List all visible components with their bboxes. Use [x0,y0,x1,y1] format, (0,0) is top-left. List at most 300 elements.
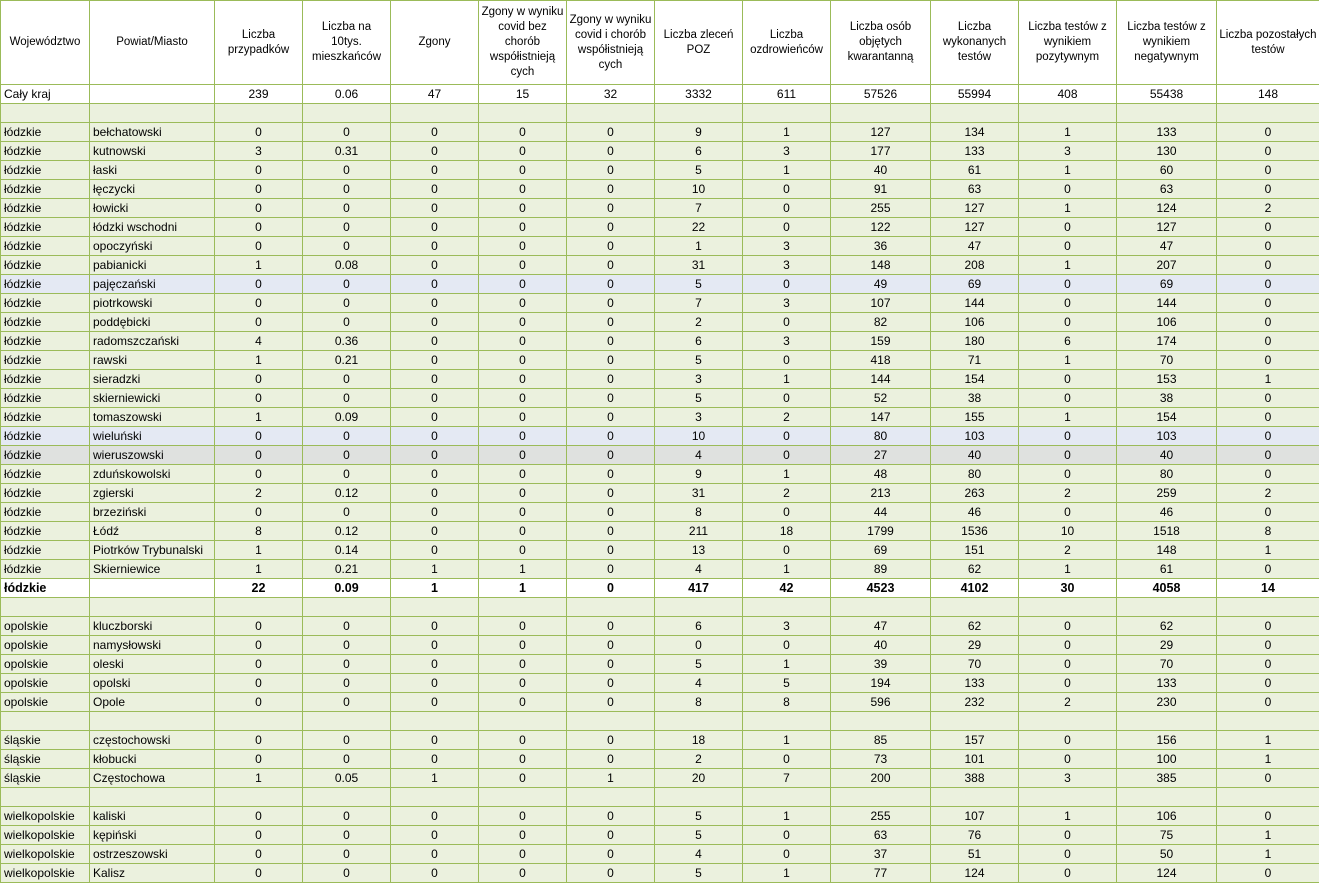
voivodeship-cell: łódzkie [1,294,90,313]
value-cell: 0 [743,275,831,294]
value-cell: 0 [479,294,567,313]
value-cell: 0 [479,256,567,275]
value-cell: 0 [743,503,831,522]
value-cell: 0 [479,465,567,484]
value-cell: 0 [479,161,567,180]
value-cell: 57526 [831,85,931,104]
value-cell [1217,788,1319,807]
value-cell: 0 [215,427,303,446]
value-cell: 0 [567,351,655,370]
county-cell: oleski [90,655,215,674]
value-cell: 6 [655,332,743,351]
value-cell: 1 [1217,541,1319,560]
value-cell: 7 [655,199,743,218]
value-cell: 69 [931,275,1019,294]
value-cell: 159 [831,332,931,351]
value-cell: 0 [215,389,303,408]
column-header: Powiat/Miasto [90,1,215,85]
county-cell: opoczyński [90,237,215,256]
value-cell: 75 [1117,826,1217,845]
voivodeship-cell: opolskie [1,617,90,636]
column-header: Liczba zleceń POZ [655,1,743,85]
column-header: Liczba osób objętych kwarantanną [831,1,931,85]
value-cell: 0 [567,541,655,560]
value-cell: 0 [391,427,479,446]
value-cell: 144 [831,370,931,389]
voivodeship-cell: łódzkie [1,161,90,180]
value-cell: 0 [391,693,479,712]
voivodeship-cell: wielkopolskie [1,807,90,826]
value-cell: 177 [831,142,931,161]
table-row [1,674,1319,693]
value-cell: 0 [215,731,303,750]
value-cell: 1 [1019,199,1117,218]
value-cell: 0 [215,275,303,294]
value-cell: 0 [567,199,655,218]
table-row [1,237,1319,256]
value-cell [931,712,1019,731]
value-cell: 0 [215,294,303,313]
value-cell: 0 [215,636,303,655]
value-cell: 148 [1217,85,1319,104]
value-cell: 0 [567,180,655,199]
value-cell: 1 [743,560,831,579]
value-cell: 0 [391,332,479,351]
table-row [1,275,1319,294]
value-cell: 0 [391,389,479,408]
value-cell: 0 [1019,674,1117,693]
county-cell: Piotrków Trybunalski [90,541,215,560]
value-cell: 0 [303,731,391,750]
value-cell: 0 [479,408,567,427]
value-cell [1019,104,1117,123]
value-cell: 1 [567,769,655,788]
value-cell: 49 [831,275,931,294]
county-cell: kaliski [90,807,215,826]
value-cell: 0 [1217,218,1319,237]
value-cell: 144 [931,294,1019,313]
value-cell: 0 [479,731,567,750]
column-header: Liczba testów z wynikiem pozytywnym [1019,1,1117,85]
value-cell: 1 [479,579,567,598]
value-cell: 0 [303,864,391,883]
value-cell: 85 [831,731,931,750]
voivodeship-cell: łódzkie [1,389,90,408]
voivodeship-cell: łódzkie [1,446,90,465]
value-cell: 0 [1217,427,1319,446]
value-cell: 61 [1117,560,1217,579]
value-cell [391,104,479,123]
value-cell: 0 [303,237,391,256]
value-cell: 0 [1217,351,1319,370]
value-cell: 47 [831,617,931,636]
value-cell: 71 [931,351,1019,370]
value-cell: 0 [391,313,479,332]
value-cell: 5 [655,389,743,408]
value-cell: 0 [567,864,655,883]
voivodeship-cell: śląskie [1,769,90,788]
value-cell: 0 [215,465,303,484]
value-cell: 148 [831,256,931,275]
value-cell: 82 [831,313,931,332]
county-cell: zduńskowolski [90,465,215,484]
table-row [1,522,1319,541]
value-cell [1117,712,1217,731]
value-cell: 1 [743,161,831,180]
voivodeship-cell: opolskie [1,655,90,674]
value-cell: 385 [1117,769,1217,788]
value-cell: 0 [743,199,831,218]
value-cell: 0 [391,199,479,218]
value-cell: 1 [1217,750,1319,769]
county-cell: skierniewicki [90,389,215,408]
value-cell: 1 [1019,351,1117,370]
value-cell: 8 [215,522,303,541]
value-cell: 1 [743,370,831,389]
value-cell [391,788,479,807]
value-cell: 0 [479,389,567,408]
value-cell: 1 [655,237,743,256]
value-cell: 0 [567,427,655,446]
table-row [1,807,1319,826]
value-cell: 0 [479,826,567,845]
value-cell: 0 [479,750,567,769]
value-cell: 5 [655,655,743,674]
value-cell: 208 [931,256,1019,275]
value-cell: 0 [391,351,479,370]
value-cell: 0 [479,123,567,142]
value-cell: 0 [567,674,655,693]
value-cell: 3332 [655,85,743,104]
value-cell: 0 [567,218,655,237]
value-cell: 0 [1019,218,1117,237]
voivodeship-cell: łódzkie [1,522,90,541]
county-cell: piotrkowski [90,294,215,313]
voivodeship-cell: opolskie [1,693,90,712]
value-cell [1217,712,1319,731]
value-cell: 0 [303,826,391,845]
value-cell: 0 [391,218,479,237]
value-cell: 0 [215,237,303,256]
value-cell: 124 [1117,199,1217,218]
value-cell: 50 [1117,845,1217,864]
county-cell [90,712,215,731]
value-cell: 127 [1117,218,1217,237]
value-cell: 0 [1217,465,1319,484]
value-cell: 0 [1217,446,1319,465]
value-cell: 0 [479,427,567,446]
county-cell [90,788,215,807]
voivodeship-cell: łódzkie [1,560,90,579]
value-cell: 0 [215,503,303,522]
value-cell: 6 [655,142,743,161]
value-cell: 0 [391,731,479,750]
value-cell [215,104,303,123]
value-cell: 134 [931,123,1019,142]
value-cell [1019,712,1117,731]
value-cell: 3 [743,617,831,636]
voivodeship-cell: łódzkie [1,465,90,484]
spacer-row [1,104,1319,123]
value-cell: 80 [831,427,931,446]
value-cell: 0 [567,560,655,579]
value-cell: 0 [567,826,655,845]
county-cell: częstochowski [90,731,215,750]
value-cell: 18 [655,731,743,750]
value-cell: 0 [479,655,567,674]
value-cell: 0 [391,256,479,275]
value-cell: 40 [831,161,931,180]
value-cell: 0 [303,427,391,446]
value-cell [303,712,391,731]
value-cell: 0 [303,674,391,693]
header-row [1,1,1319,85]
value-cell: 1 [1217,731,1319,750]
value-cell: 70 [1117,655,1217,674]
value-cell: 1536 [931,522,1019,541]
value-cell: 0 [1019,655,1117,674]
value-cell [655,104,743,123]
value-cell: 1 [215,256,303,275]
value-cell: 0 [303,218,391,237]
value-cell: 611 [743,85,831,104]
value-cell: 211 [655,522,743,541]
value-cell: 0 [391,826,479,845]
county-cell [90,104,215,123]
value-cell: 0 [391,522,479,541]
voivodeship-cell: łódzkie [1,237,90,256]
value-cell: 0.14 [303,541,391,560]
value-cell: 0 [215,180,303,199]
county-cell: łódzki wschodni [90,218,215,237]
value-cell: 0 [303,465,391,484]
value-cell: 46 [931,503,1019,522]
column-header: Liczba wykonanych testów [931,1,1019,85]
value-cell: 0 [391,845,479,864]
county-cell: tomaszowski [90,408,215,427]
value-cell: 0 [1019,446,1117,465]
value-cell [215,788,303,807]
value-cell: 2 [655,313,743,332]
value-cell: 0 [303,313,391,332]
value-cell: 1 [391,560,479,579]
value-cell: 213 [831,484,931,503]
voivodeship-cell [1,104,90,123]
value-cell: 0 [479,522,567,541]
county-cell [90,85,215,104]
voivodeship-cell: łódzkie [1,351,90,370]
value-cell: 1 [1019,123,1117,142]
value-cell: 5 [655,826,743,845]
value-cell: 0 [391,617,479,636]
value-cell: 0 [479,218,567,237]
value-cell [655,788,743,807]
value-cell: 55438 [1117,85,1217,104]
value-cell [831,598,931,617]
value-cell [479,104,567,123]
value-cell: 5 [655,275,743,294]
value-cell: 2 [743,408,831,427]
value-cell: 0 [391,370,479,389]
table-body [1,85,1319,883]
value-cell: 3 [743,294,831,313]
value-cell: 255 [831,199,931,218]
voivodeship-cell: łódzkie [1,199,90,218]
value-cell [831,788,931,807]
county-cell: Łódź [90,522,215,541]
table-row [1,332,1319,351]
value-cell: 148 [1117,541,1217,560]
value-cell: 4 [655,560,743,579]
value-cell: 0 [567,332,655,351]
value-cell: 69 [1117,275,1217,294]
voivodeship-cell: łódzkie [1,579,90,598]
voivodeship-cell: wielkopolskie [1,826,90,845]
value-cell [743,598,831,617]
value-cell: 0 [1217,123,1319,142]
voivodeship-cell: łódzkie [1,427,90,446]
value-cell: 1 [1019,256,1117,275]
voivodeship-cell [1,788,90,807]
table-row [1,351,1319,370]
county-cell: pabianicki [90,256,215,275]
value-cell: 0 [567,484,655,503]
value-cell: 0.12 [303,522,391,541]
value-cell: 20 [655,769,743,788]
value-cell: 38 [931,389,1019,408]
value-cell: 0 [391,161,479,180]
table-row [1,123,1319,142]
value-cell: 8 [743,693,831,712]
value-cell: 4 [655,845,743,864]
value-cell: 0 [391,541,479,560]
value-cell: 5 [655,864,743,883]
value-cell: 174 [1117,332,1217,351]
value-cell: 1 [1217,370,1319,389]
value-cell: 0 [1217,807,1319,826]
column-header: Zgony w wyniku covid bez chorób współistnieją cych [479,1,567,85]
value-cell [391,712,479,731]
value-cell [743,788,831,807]
value-cell: 63 [931,180,1019,199]
value-cell [655,712,743,731]
value-cell [567,788,655,807]
value-cell: 1 [215,560,303,579]
value-cell: 0 [215,370,303,389]
value-cell: 3 [1019,769,1117,788]
value-cell: 0 [479,674,567,693]
table-row [1,85,1319,104]
value-cell: 77 [831,864,931,883]
value-cell: 133 [931,142,1019,161]
table-row [1,826,1319,845]
value-cell: 0 [303,845,391,864]
value-cell [931,104,1019,123]
voivodeship-cell: opolskie [1,674,90,693]
value-cell: 0 [479,370,567,389]
value-cell: 0 [391,750,479,769]
voivodeship-cell [1,598,90,617]
value-cell: 0 [1217,180,1319,199]
value-cell: 106 [931,313,1019,332]
column-header: Zgony w wyniku covid i chorób współistnieją cych [567,1,655,85]
value-cell: 47 [931,237,1019,256]
county-cell: łęczycki [90,180,215,199]
value-cell: 0 [303,389,391,408]
value-cell: 0 [567,636,655,655]
value-cell: 130 [1117,142,1217,161]
value-cell: 0 [479,199,567,218]
value-cell: 0 [1019,826,1117,845]
table-row [1,465,1319,484]
value-cell: 15 [479,85,567,104]
value-cell: 47 [1117,237,1217,256]
value-cell: 0.08 [303,256,391,275]
table-row [1,218,1319,237]
value-cell: 0 [1019,294,1117,313]
value-cell: 1 [215,408,303,427]
value-cell: 4 [655,446,743,465]
value-cell [215,712,303,731]
value-cell: 31 [655,484,743,503]
value-cell: 0 [1019,389,1117,408]
voivodeship-cell: łódzkie [1,484,90,503]
value-cell: 1 [391,579,479,598]
value-cell: 10 [655,427,743,446]
value-cell: 155 [931,408,1019,427]
value-cell: 1 [743,864,831,883]
voivodeship-cell: wielkopolskie [1,845,90,864]
value-cell: 5 [655,161,743,180]
value-cell: 4058 [1117,579,1217,598]
value-cell: 51 [931,845,1019,864]
value-cell: 60 [1117,161,1217,180]
county-cell: brzeziński [90,503,215,522]
table-row [1,446,1319,465]
table-row [1,256,1319,275]
value-cell: 0 [567,142,655,161]
value-cell: 259 [1117,484,1217,503]
value-cell: 0 [1019,427,1117,446]
value-cell: 39 [831,655,931,674]
value-cell: 0 [303,275,391,294]
value-cell [1217,598,1319,617]
county-cell: zgierski [90,484,215,503]
value-cell: 40 [1117,446,1217,465]
value-cell: 1 [1019,161,1117,180]
value-cell: 3 [743,142,831,161]
county-cell: kluczborski [90,617,215,636]
value-cell: 133 [1117,674,1217,693]
value-cell: 70 [931,655,1019,674]
value-cell: 0.21 [303,560,391,579]
value-cell: 0 [303,370,391,389]
value-cell: 0 [743,845,831,864]
value-cell: 0 [479,845,567,864]
value-cell: 0 [1217,617,1319,636]
value-cell: 47 [391,85,479,104]
value-cell: 0 [1019,750,1117,769]
value-cell: 1 [743,465,831,484]
county-cell: namysłowski [90,636,215,655]
value-cell [567,712,655,731]
value-cell: 0 [1217,408,1319,427]
value-cell: 46 [1117,503,1217,522]
value-cell: 0 [1019,180,1117,199]
voivodeship-cell: łódzkie [1,313,90,332]
value-cell: 1 [743,655,831,674]
value-cell: 1 [215,351,303,370]
